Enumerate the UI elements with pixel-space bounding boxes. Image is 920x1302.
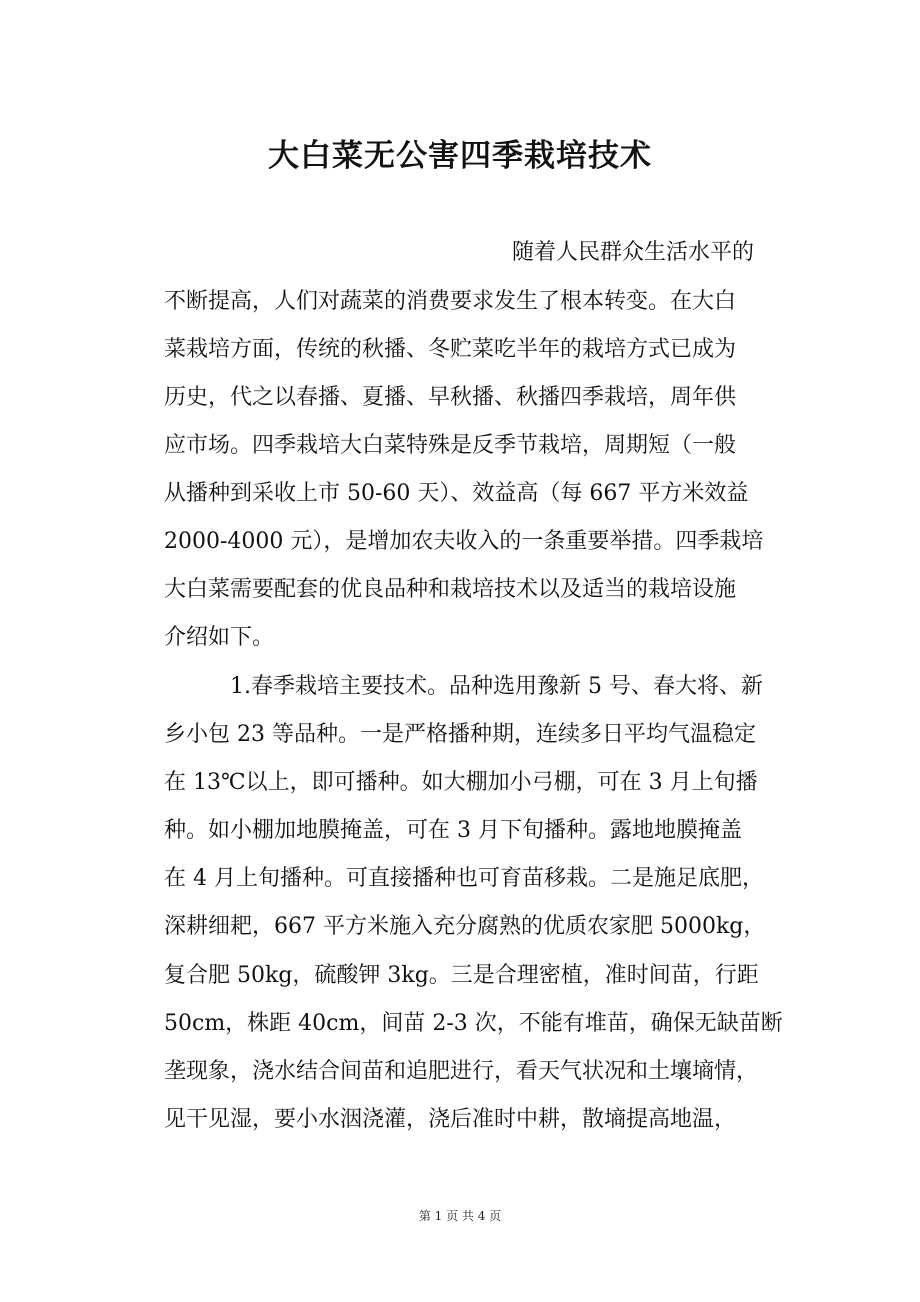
text-line: 在 4 月上旬播种。可直接播种也可育苗移栽。二是施足底肥， [164,866,764,891]
text-line: 复合肥 50kg，硫酸钾 3kg。三是合理密植，准时间苗，行距 [164,963,759,988]
text-line: 1.春季栽培主要技术。品种选用豫新 5 号、春大将、新 [230,674,763,699]
text-line: 应市场。四季栽培大白菜特殊是反季节栽培，周期短（一般 [164,433,737,458]
text-line: 见干见湿，要小水洇浇灌，浇后准时中耕，散墒提高地温， [164,1107,737,1132]
text-line: 乡小包 23 等品种。一是严格播种期，连续多日平均气温稳定 [164,722,756,747]
page-footer: 第 1 页 共 4 页 [418,1209,502,1223]
text-line: 历史，代之以春播、夏播、早秋播、秋播四季栽培，周年供 [164,385,737,410]
text-line: 不断提高，人们对蔬菜的消费要求发生了根本转变。在大白 [164,289,737,314]
text-line: 菜栽培方面，传统的秋播、冬贮菜吃半年的栽培方式已成为 [164,337,737,362]
text-line: 从播种到采收上市 50-60 天）、效益高（每 667 平方米效益 [164,481,749,506]
document-title: 大白菜无公害四季栽培技术 [268,138,652,174]
text-line: 在 13℃以上，即可播种。如大棚加小弓棚，可在 3 月上旬播 [164,770,758,795]
text-line: 垄现象，浇水结合间苗和追肥进行，看天气状况和土壤墒情， [164,1059,759,1084]
text-line: 50cm，株距 40cm，间苗 2-3 次，不能有堆苗，确保无缺苗断 [164,1011,783,1036]
text-line: 2000-4000 元），是增加农夫收入的一条重要举措。四季栽培 [164,529,764,554]
text-line: 种。如小棚加地膜掩盖，可在 3 月下旬播种。露地地膜掩盖 [164,818,742,843]
text-line: 随着人民群众生活水平的 [512,240,755,265]
text-line: 深耕细耙，667 平方米施入充分腐熟的优质农家肥 5000kg， [164,914,766,939]
text-line: 介绍如下。 [164,625,275,650]
text-line: 大白菜需要配套的优良品种和栽培技术以及适当的栽培设施 [164,577,737,602]
